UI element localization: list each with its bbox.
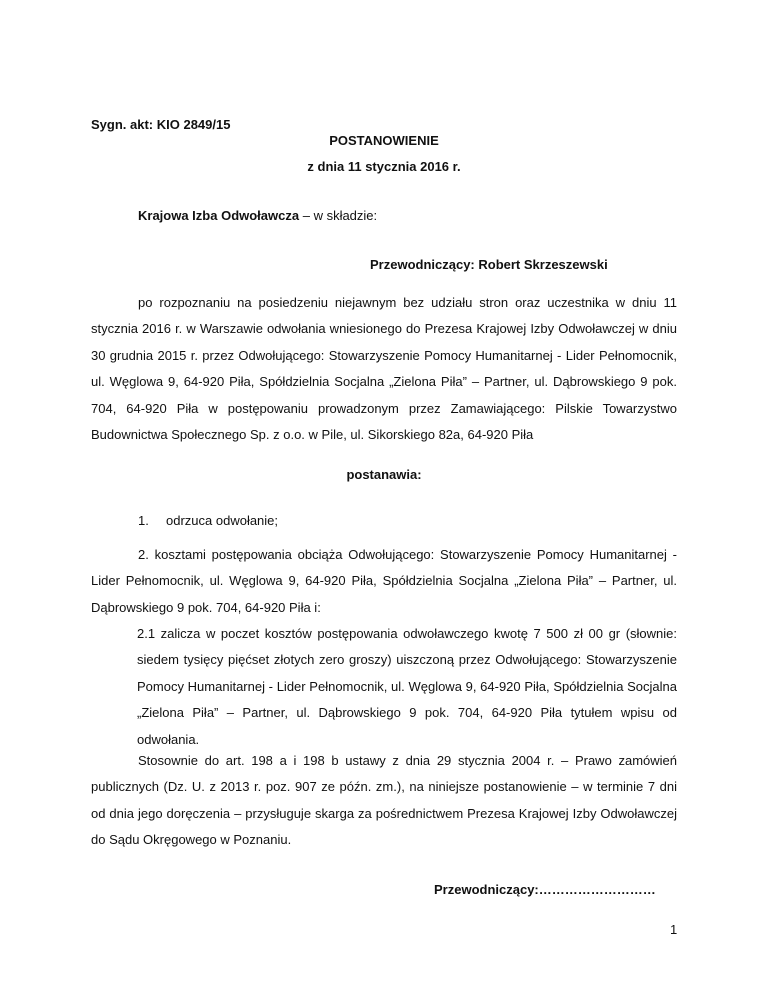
intro-paragraph: po rozpoznaniu na posiedzeniu niejawnym bez udziału stron oraz uczestnika w dniu 11 stycznia 2016 r. w Warszawie odwołania wniesionego do Prezesa Krajowej Izby Odwoławczej w dniu 30 grudnia 2015 r. przez Odwołującego: Stowarzyszenie Pomocy Humanitarnej - Lider Pełnomocnik, ul. Węglowa 9, 64-920 Piła, Spółdzielnia Socjalna „Zielona Piła” – Partner, ul. Dąbrowskiego 9 pok. 704, 64-920 Piła w postępowaniu prowadzonym przez Zamawiającego: Pilskie Towarzystwo Budownictwa Społecznego Sp. z o.o. w Pile, ul. Sikorskiego 82a, 64-920 Piła: [91, 295, 677, 443]
decision-heading: postanawia:: [346, 467, 422, 482]
case-reference: Sygn. akt: KIO 2849/15: [91, 117, 231, 132]
appeal-instruction-paragraph: Stosownie do art. 198 a i 198 b ustawy z dnia 29 stycznia 2004 r. – Prawo zamówień publicznych (Dz. U. z 2013 r. poz. 907 ze późn. zm.), na niniejsze postanowienie – w terminie 7 dni od dnia jego doręczenia – przysługuje skarga za pośrednictwem Prezesa Krajowej Izby Odwoławczej do Sądu Okręgowego w Poznaniu.: [91, 753, 677, 848]
presiding-member: Przewodniczący: Robert Skrzeszewski: [370, 257, 608, 272]
panel-suffix: – w składzie:: [299, 208, 378, 223]
document-title: POSTANOWIENIE: [329, 133, 439, 148]
item-1-text: odrzuca odwołanie;: [166, 513, 279, 528]
signature-line: Przewodniczący:………………………: [434, 882, 656, 897]
tribunal-name: Krajowa Izba Odwoławcza: [138, 208, 300, 223]
decision-item-2: 2. kosztami postępowania obciąża Odwołującego: Stowarzyszenie Pomocy Humanitarnej - Lider Pełnomocnik, ul. Węglowa 9, 64-920 Piła, Spółdzielnia Socjalna „Zielona Piła” – Partner, ul. Dąbrowskiego 9 pok. 704, 64-920 Piła i:: [91, 547, 677, 615]
document-date: z dnia 11 stycznia 2016 r.: [307, 159, 461, 174]
page-number: 1: [670, 922, 678, 937]
item-1-number: 1.: [138, 513, 149, 528]
panel-composition: [138, 208, 377, 224]
decision-item-2-1: 2.1 zalicza w poczet kosztów postępowania odwoławczego kwotę 7 500 zł 00 gr (słownie: siedem tysięcy pięćset złotych zero groszy) uiszczoną przez Odwołującego: Stowarzyszenie Pomocy Humanitarnej - Lider Pełnomocnik, ul. Węglowa 9, 64-920 Piła, Spółdzielnia Socjalna „Zielona Piła” – Partner, ul. Dąbrowskiego 9 pok. 704, 64-920 Piła tytułem wpisu od odwołania.: [137, 626, 677, 747]
